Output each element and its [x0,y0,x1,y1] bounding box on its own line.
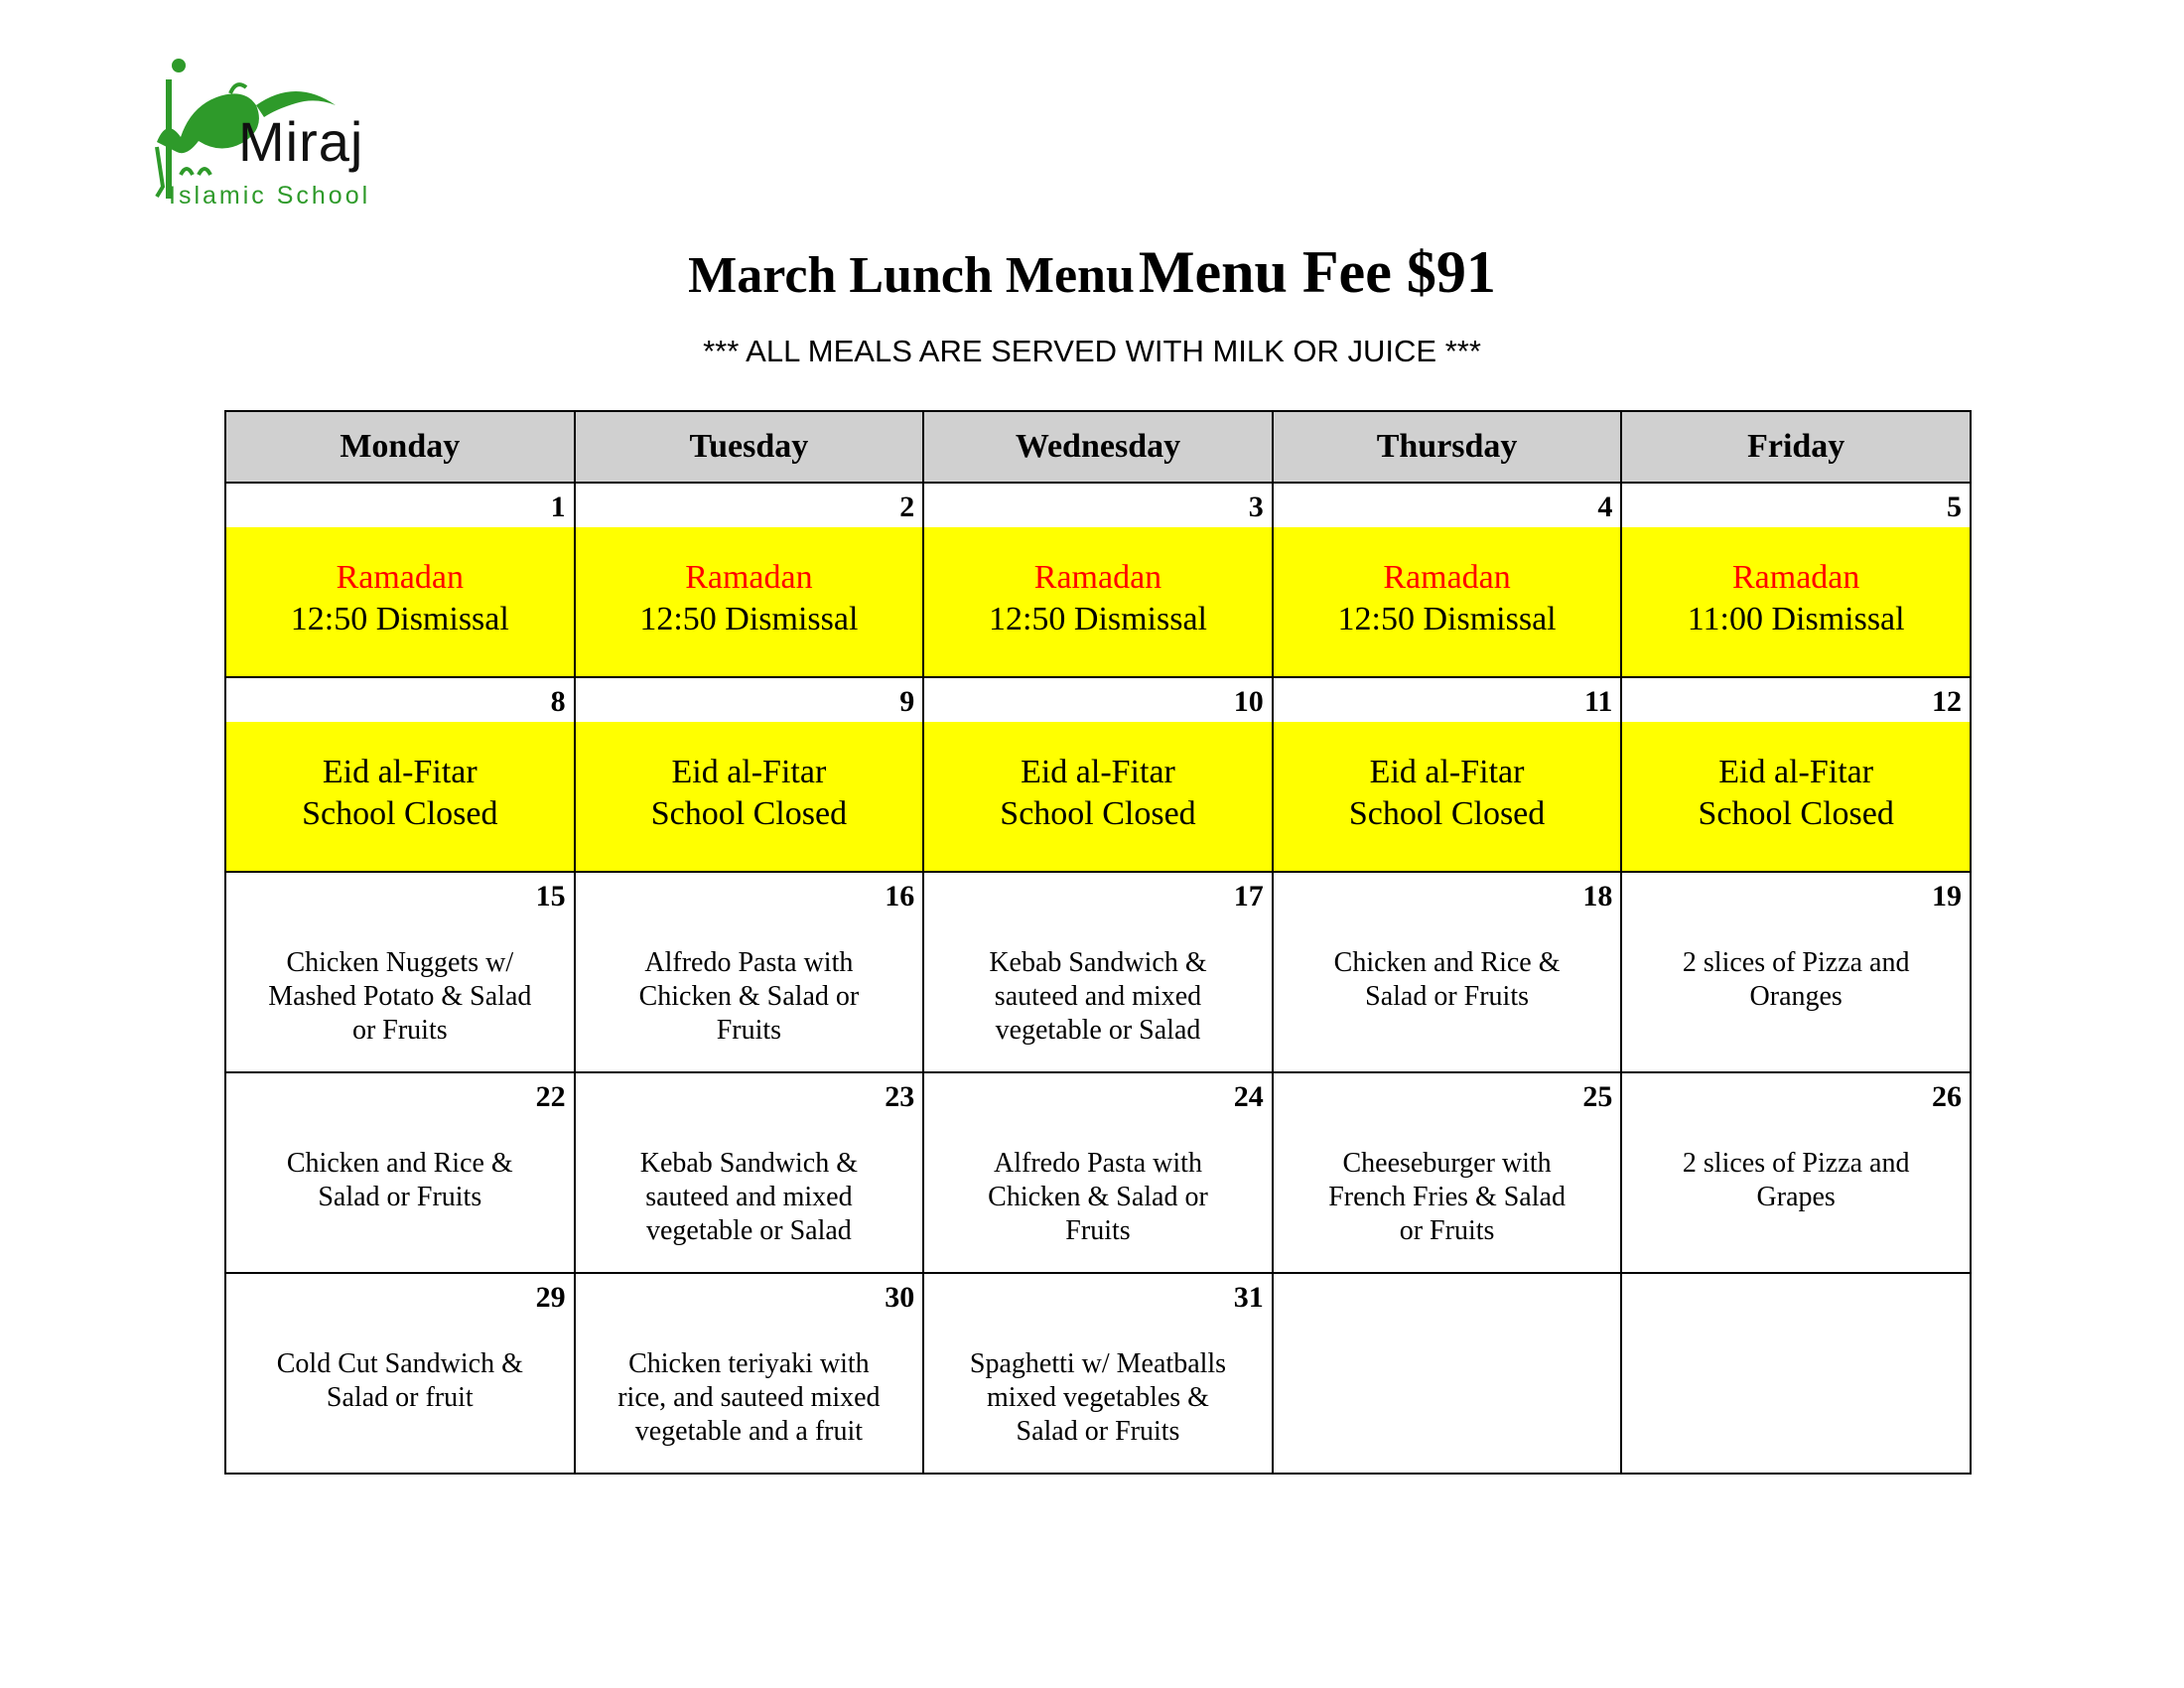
meal-line: Salad or Fruits [1016,1416,1180,1447]
meal-line: vegetable or Salad [995,1015,1201,1046]
page-title [0,238,2184,307]
day-number: 9 [899,685,915,718]
meal-description [226,914,574,1048]
meal-description [1274,914,1621,1014]
meal-line: Alfredo Pasta with [644,947,854,978]
week-row [225,677,1971,872]
event-band [1274,722,1621,871]
meal-line: Mashed Potato & Salad [268,981,532,1012]
event-text: School Closed [1698,795,1894,832]
event-text: 12:50 Dismissal [290,601,509,637]
event-title: Eid al-Fitar [1369,754,1525,790]
day-cell [225,1273,575,1474]
day-number: 12 [1932,685,1962,718]
meal-line: Grapes [1756,1182,1836,1212]
day-cell [1621,483,1971,677]
week-row [225,1072,1971,1273]
day-number: 18 [1582,880,1613,913]
weekday-header: Tuesday [575,411,924,483]
event-text: School Closed [1348,795,1546,832]
day-number: 2 [899,491,915,523]
event-text: 11:00 Dismissal [1687,601,1905,637]
meal-line: 2 slices of Pizza and [1682,947,1910,978]
week-row [225,872,1971,1072]
day-number: 3 [1248,491,1264,523]
day-cell [923,1273,1273,1474]
day-cell [225,872,575,1072]
day-number: 29 [535,1281,566,1314]
weekday-header: Thursday [1273,411,1622,483]
weekday-header: Monday [225,411,575,483]
day-number: 8 [550,685,566,718]
meal-line: Fruits [1065,1215,1131,1246]
day-number: 5 [1947,491,1962,523]
day-cell-empty [1621,1273,1971,1474]
meal-line: Chicken Nuggets w/ [286,947,514,978]
meal-line: Cheeseburger with [1342,1148,1552,1179]
day-cell [1273,872,1622,1072]
logo-subtitle: Islamic School [169,182,371,210]
event-band [924,527,1272,676]
day-cell [575,1072,924,1273]
week-row [225,1273,1971,1474]
meal-line: Kebab Sandwich & [639,1148,859,1179]
day-cell [225,1072,575,1273]
day-cell [575,872,924,1072]
meal-line: Salad or Fruits [318,1182,482,1212]
meal-line: vegetable and a fruit [634,1416,864,1447]
event-title: Ramadan [336,559,464,596]
meal-line: rice, and sauteed mixed [617,1382,881,1413]
meal-line: Kebab Sandwich & [989,947,1207,978]
weekday-header: Wednesday [923,411,1273,483]
day-number: 25 [1582,1080,1613,1113]
meal-line: Chicken & Salad or [988,1182,1208,1212]
meal-line: sauteed and mixed [994,981,1202,1012]
meal-line: Salad or Fruits [1365,981,1530,1012]
event-text: 12:50 Dismissal [1337,601,1557,637]
day-cell [923,677,1273,872]
day-number: 23 [885,1080,915,1113]
day-cell [225,677,575,872]
meal-line: Fruits [716,1015,782,1046]
event-text: School Closed [650,795,848,832]
meal-line: 2 slices of Pizza and [1682,1148,1910,1179]
day-number: 4 [1597,491,1613,523]
meal-line: mixed vegetables & [987,1382,1209,1413]
meal-line: Chicken teriyaki with [628,1348,870,1379]
event-title: Ramadan [1383,559,1511,596]
day-cell [1273,677,1622,872]
day-cell [575,677,924,872]
event-title: Ramadan [685,559,813,596]
event-title: Eid al-Fitar [671,754,827,790]
meal-description [1622,914,1970,1014]
day-number: 31 [1233,1281,1264,1314]
meal-description [226,1316,574,1415]
meal-note: *** ALL MEALS ARE SERVED WITH MILK OR JUICE *** [703,334,1481,368]
day-cell-empty [1273,1273,1622,1474]
menu-fee: Menu Fee $91 [1138,239,1496,305]
meal-line: Oranges [1749,981,1843,1012]
event-band [576,722,923,871]
day-number: 30 [885,1281,915,1314]
logo-name: Miraj [238,110,364,173]
event-title: Ramadan [1033,559,1162,596]
meal-line: or Fruits [1399,1215,1495,1246]
event-band [1622,722,1970,871]
day-cell [575,483,924,677]
day-number: 16 [885,880,915,913]
event-band [226,722,574,871]
day-number: 11 [1584,685,1613,718]
day-number: 10 [1233,685,1264,718]
event-title: Eid al-Fitar [1718,754,1874,790]
meal-line: or Fruits [351,1015,448,1046]
meal-description [1274,1115,1621,1248]
day-number: 22 [535,1080,566,1113]
event-text: School Closed [1000,795,1196,832]
event-band [576,527,923,676]
meal-description [576,914,923,1048]
meal-line: Chicken & Salad or [638,981,860,1012]
meal-line: Alfredo Pasta with [994,1148,1202,1179]
meal-description [1622,1115,1970,1214]
lunch-calendar [224,410,1972,1475]
day-cell [1621,872,1971,1072]
event-text: 12:50 Dismissal [988,601,1208,637]
meal-line: Chicken and Rice & [286,1148,513,1179]
event-title: Ramadan [1731,559,1860,596]
day-cell [923,872,1273,1072]
meal-description [226,1115,574,1214]
weekday-header-row [225,411,1971,483]
day-number: 1 [550,491,566,523]
day-cell [1273,483,1622,677]
day-cell [923,1072,1273,1273]
meal-line: vegetable or Salad [645,1215,852,1246]
meal-description [924,914,1272,1048]
day-number: 17 [1233,880,1264,913]
meal-line: sauteed and mixed [645,1182,853,1212]
meal-description [924,1115,1272,1248]
day-cell [1273,1072,1622,1273]
day-cell [923,483,1273,677]
menu-title: March Lunch Menu [688,247,1135,304]
day-cell [575,1273,924,1474]
meal-description [924,1316,1272,1449]
day-cell [1621,677,1971,872]
meal-description [576,1115,923,1248]
event-band [1274,527,1621,676]
event-text: 12:50 Dismissal [639,601,859,637]
event-title: Eid al-Fitar [322,754,478,790]
weekday-header: Friday [1621,411,1971,483]
day-number: 15 [535,880,566,913]
meal-line: Spaghetti w/ Meatballs [969,1348,1227,1379]
school-logo [147,58,395,216]
meal-line: Cold Cut Sandwich & [276,1348,523,1379]
event-band [1622,527,1970,676]
meal-line: French Fries & Salad [1328,1182,1566,1212]
day-cell [1621,1072,1971,1273]
meal-line: Chicken and Rice & [1333,947,1561,978]
day-number: 26 [1932,1080,1962,1113]
meal-description [576,1316,923,1449]
day-cell [225,483,575,677]
day-number: 24 [1233,1080,1264,1113]
event-band [924,722,1272,871]
event-text: School Closed [302,795,498,832]
day-number: 19 [1932,880,1962,913]
event-band [226,527,574,676]
meal-line: Salad or fruit [326,1382,474,1413]
event-title: Eid al-Fitar [1021,754,1175,790]
week-row [225,483,1971,677]
